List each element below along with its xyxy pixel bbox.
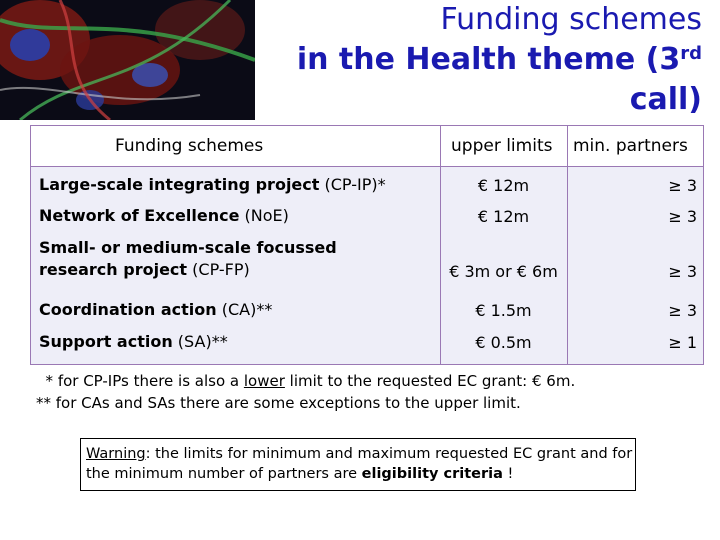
scheme-name: Network of Excellence (NoE) bbox=[39, 206, 289, 225]
min-partners-value: ≥ 3 bbox=[668, 207, 697, 226]
cell-microscopy-image bbox=[0, 0, 255, 120]
title-line-2: in the Health theme (3rd bbox=[296, 42, 702, 77]
title-line-1: Funding schemes bbox=[440, 2, 702, 37]
min-partners-value: ≥ 3 bbox=[668, 301, 697, 320]
scheme-name: Coordination action (CA)** bbox=[39, 300, 273, 319]
footnote-2: ** for CAs and SAs there are some exceptions to the upper limit. bbox=[36, 394, 521, 412]
header-min-partners: min. partners bbox=[573, 136, 688, 156]
warning-box: Warning: the limits for minimum and maximum requested EC grant and for the minimum number of partners are eligibility criteria ! bbox=[80, 438, 636, 491]
eligibility-criteria: eligibility criteria bbox=[361, 466, 503, 482]
upper-limit-value: € 12m bbox=[477, 176, 530, 195]
min-partners-value: ≥ 3 bbox=[668, 262, 697, 281]
upper-limit-value: € 3m or € 6m bbox=[449, 262, 558, 281]
column-divider bbox=[567, 126, 568, 364]
header-funding-schemes: Funding schemes bbox=[115, 136, 264, 156]
footnotes bbox=[36, 370, 575, 414]
slide-title bbox=[297, 0, 702, 120]
upper-limit-value: € 0.5m bbox=[475, 333, 532, 352]
min-partners-value: ≥ 1 bbox=[668, 333, 697, 352]
upper-limit-value: € 1.5m bbox=[475, 301, 532, 320]
scheme-name: Large-scale integrating project (CP-IP)* bbox=[39, 175, 386, 194]
min-partners-value: ≥ 3 bbox=[668, 176, 697, 195]
scheme-name: Small- or medium-scale focussed research project (CP-FP) bbox=[39, 238, 337, 279]
footnote-1: * for CP-IPs there is also a lower limit to the requested EC grant: € 6m. bbox=[45, 372, 576, 390]
header-upper-limits: upper limits bbox=[451, 136, 553, 156]
upper-limit-value: € 12m bbox=[477, 207, 530, 226]
warning-label: Warning bbox=[86, 446, 146, 462]
column-divider bbox=[440, 126, 441, 364]
title-line-3: call) bbox=[629, 82, 702, 117]
funding-schemes-table bbox=[30, 125, 704, 365]
title-superscript: rd bbox=[680, 43, 702, 64]
scheme-name: Support action (SA)** bbox=[39, 332, 228, 351]
